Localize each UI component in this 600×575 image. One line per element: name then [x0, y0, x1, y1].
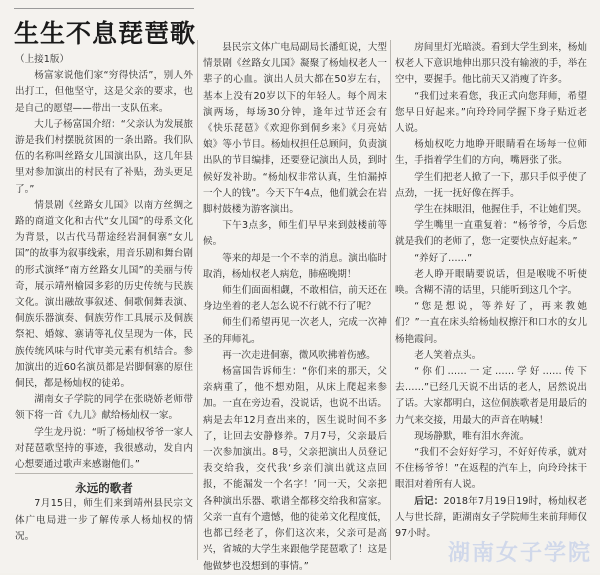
continued-note: （上接1版）: [15, 54, 70, 65]
paragraph: 县民宗文体广电局副局长潘虹说，大型情景剧《丝路女儿国》凝聚了杨灿权老人一辈子的心血。演出人员大都在50岁左右，基本上没有20岁以下的年轻人。每个周末演两场，每场30分钟，逢年过节还会有《快乐琵琶》《欢迎你到侗乡来》《月亮姑娘》等小节目。杨灿权担任总顾问，负责演出队的节目编排，还要登记演出人员，到时候好发补助。“杨灿权非常认真，生怕漏掉一个人的钱”。今天下午4点，他们就会在岩脚村鼓楼为游客演出。: [203, 42, 387, 216]
paragraph: 大儿子杨富国介绍：“父亲认为发展旅游是我们村摆脱贫困的一条出路。我们队伍的名称叫丝路女儿国演出队，这几年县里对参加演出的村民有了补贴，劲头更足了。”: [15, 118, 193, 195]
paragraph: 杨灿权吃力地睁开眼睛看在场每一位师生，手指着学生们的方向，嘴唇张了张。: [395, 139, 587, 167]
paragraph: “您是想说，等养好了，再来教她们？”一直在床头给杨灿权擦汗和口水的女儿杨艳霞问。: [395, 301, 587, 345]
column-divider: [390, 40, 391, 560]
afterword: [395, 494, 587, 543]
paragraph: 学生在抹眼泪，他握住手，不让她们哭。: [414, 204, 587, 216]
paragraph: 学生们把老人掀了一下，那只手似乎使了点劲，一抚一抚好像在挥手。: [395, 171, 587, 199]
paragraph: 师生们面面相觑，不敢相信，前天还在身边坐着的老人怎么说不行就不行了呢？: [203, 285, 387, 313]
afterword-label: 后记：: [414, 495, 444, 507]
top-rule: [14, 8, 194, 9]
paragraph: 再一次走进侗寨，微风吹拂着伤感。: [222, 349, 376, 361]
column-2: [203, 40, 387, 575]
paragraph: 下午3点多，师生们早早来到鼓楼前等候。: [203, 220, 387, 248]
watermark-logo: 湖南女子学院: [447, 541, 592, 566]
afterword-text: 2018年7月19日19时，杨灿权老人与世长辞，距湖南女子学院师生来前拜师仅97小时。: [395, 495, 588, 540]
paragraph: 7月15日，师生们来到靖州县民宗文体广电局进一步了解传承人杨灿权的情况。: [15, 498, 193, 542]
section-subheading: 永远的歌者: [15, 473, 193, 496]
column-3: [395, 40, 587, 542]
article-headline: 生生不息琵琶歌: [14, 19, 197, 48]
paragraph: 湖南女子学院的同学在张晓娇老师带领下将一首《九儿》献给杨灿权一家。: [15, 394, 193, 422]
paragraph: 学生龙丹说：“听了杨灿权爷爷一家人对琵琶歌坚持的事迹，我很感动，发自内心想要通过歌声来感谢他们。”: [15, 426, 193, 471]
paragraph: 房间里灯光暗淡。看到大学生到来，杨灿权老人下意识地伸出那只没有输液的手，举在空中，要握手。他比前天又消瘦了许多。: [395, 42, 587, 86]
paragraph: 学生嘴里一直重复着：“杨爷爷，今后您就是我们的老师了，您一定要快点好起来。”: [395, 220, 587, 248]
paragraph: 杨富国告诉师生：“你们来的那天，父亲病重了，他不想劝阻，从床上爬起来参加。一直在旁边看，没说话，也说不出话。病是去年12月查出来的，医生说时间不多了，让回去安静修养。7月7号，父亲最后一次参加演出。8号，父亲把演出人员登记表交给我，交代我‘乡亲们演出就这点回报，不能漏发一个名字！’同一天，父亲把各种演出乐器、歌谱全都移交给我和富家。父亲一直有个遗憾，他的徒弟文化程度低，也都已经老了，你们这次来，父亲可是高兴，省城的大学生来跟他学琵琶歌了！这是他做梦也没想到的事情。”: [203, 366, 387, 572]
paragraph: 杨富家说他们家“穷得快活”，别人外出打工，但他坚守，这是父亲的要求，也是自己的愿望——带出一支队伍来。: [15, 70, 193, 114]
paragraph: “我们过来看您，我正式向您拜师，希望您早日好起来。”向玲玲同学握下身子贴近老人说。: [395, 90, 587, 135]
paragraph: 等来的却是一个不幸的消息。演出临时取消，杨灿权老人病危，肺癌晚期！: [203, 252, 387, 280]
paragraph: “养好了……”: [414, 252, 473, 264]
paragraph: 老人睁开眼睛要说话，但是喉咙不听使唤。含糊不清的话里，只能听到这几个字。: [395, 268, 587, 297]
paragraph: “你们……一定……学好……传下去……”已经几天说不出话的老人，居然说出了话。大家都明白，这位侗族歌者是用最后的力气来交接，用最大的声音在呐喊！: [395, 366, 587, 426]
column-divider: [197, 40, 198, 560]
paragraph: 现场静默，唯有泪水奔流。: [414, 430, 530, 442]
paragraph: 老人笑着点头。: [414, 349, 482, 361]
paragraph: 师生们希望再见一次老人，完成一次神圣的拜师礼。: [203, 317, 387, 345]
paragraph: 情景剧《丝路女儿国》以南方丝绸之路的商道文化和古代“女儿国”的母系文化为背景，以古代马帮途经岩洞侗寨“女儿国”的故事为叙事线索，用音乐剧和舞台剧的形式演绎“南方丝路女儿国”的美丽与传奇，展示靖州榆园多彩的历史传统与民族文化。演出融故事叙述、侗歌侗舞表演、侗族乐器演奏、侗族劳作工具展示及侗族祭祀、婚嫁、寨请等礼仪呈现为一体，民族传统风味与时代审美元素有机结合。参加演出的近60名演员都是岩脚侗寨的原住侗民，都是杨灿权的徒弟。: [15, 199, 193, 390]
paragraph: “我们不会好好学习，不好好传承，就对不住杨爷爷！”在返程的汽车上，向玲玲抹干眼泪对着所有人说。: [395, 447, 587, 491]
column-1: [15, 52, 193, 545]
